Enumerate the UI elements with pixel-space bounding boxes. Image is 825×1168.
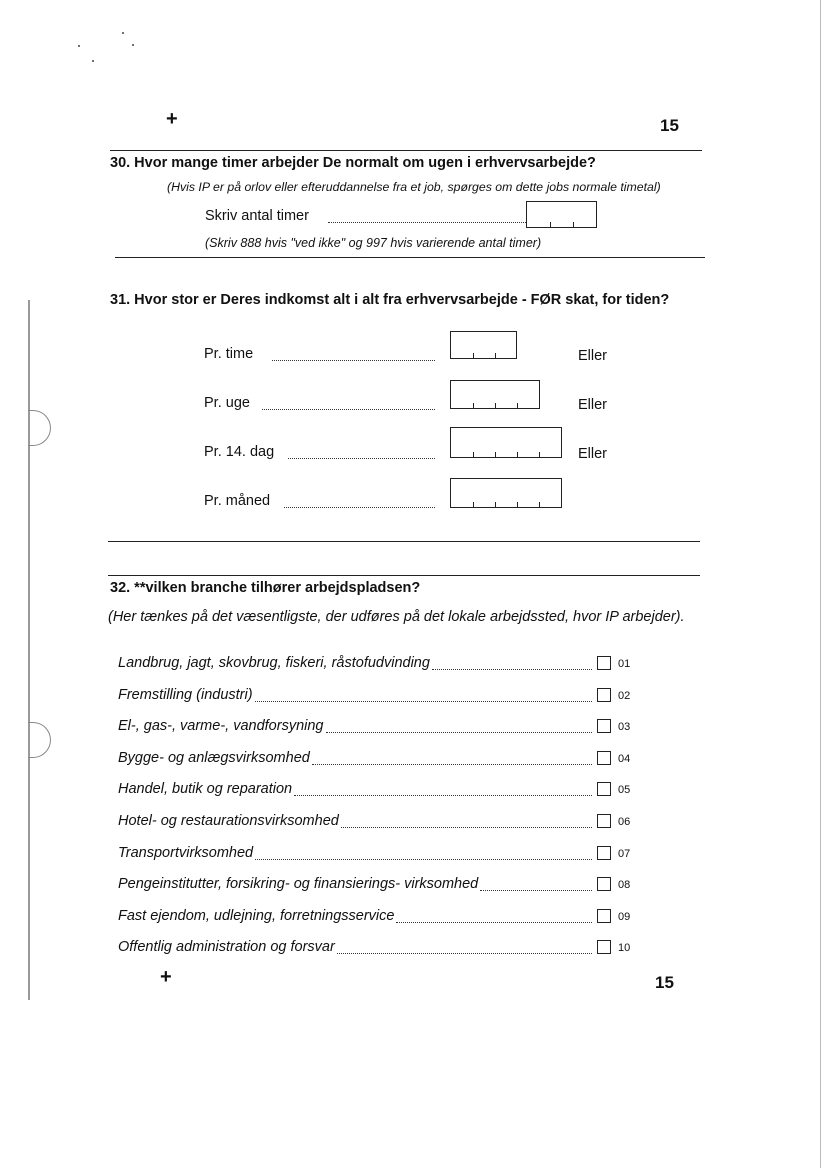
industry-option-label: Hotel- og restaurationsvirksomhed [118,813,339,829]
industry-option-checkbox[interactable] [597,909,611,923]
leader-dots [326,732,592,733]
industry-option-checkbox[interactable] [597,782,611,796]
speck [122,32,124,34]
punch-hole-2 [28,722,51,758]
industry-option-code: 09 [618,911,631,923]
q30-title: 30. Hvor mange timer arbejder De normalt om ugen i erhvervsarbejde? [110,155,596,171]
income-row-label: Pr. måned [204,493,271,509]
industry-option-code: 10 [618,942,631,954]
q30-note: (Skriv 888 hvis "ved ikke" og 997 hvis varierende antal timer) [205,236,542,250]
industry-option-label: Landbrug, jagt, skovbrug, fiskeri, råstofudvinding [118,655,430,671]
punch-hole-1 [28,410,51,446]
speck [132,44,134,46]
leader-dots [284,507,435,508]
industry-option-label: Fremstilling (industri) [118,687,253,703]
leader-dots [255,701,592,702]
income-row-label: Pr. 14. dag [204,444,275,460]
industry-option-checkbox[interactable] [597,751,611,765]
income-hour-input[interactable] [450,331,517,359]
divider [108,575,700,576]
industry-option-code: 02 [618,690,631,702]
leader-dots [294,795,592,796]
industry-option-checkbox[interactable] [597,719,611,733]
income-14day-input[interactable] [450,427,562,458]
header-page-number: 15 [660,116,679,135]
industry-option-label: Transportvirksomhed [118,845,254,861]
industry-option-label: Handel, butik og reparation [118,781,293,797]
industry-option-code: 05 [618,784,631,796]
q31-title: 31. Hvor stor er Deres indkomst alt i alt fra erhvervsarbejde - FØR skat, for tiden? [110,292,670,308]
leader-dots [341,827,592,828]
leader-dots [288,458,435,459]
industry-option-checkbox[interactable] [597,688,611,702]
industry-option-label: Fast ejendom, udlejning, forretningsservice [118,908,395,924]
header-plus-mark: + [166,108,178,130]
industry-option-code: 03 [618,721,631,733]
industry-option-checkbox[interactable] [597,656,611,670]
speck [78,45,80,47]
speck [92,60,94,62]
income-week-input[interactable] [450,380,540,409]
industry-option-label: Offentlig administration og forsvar [118,939,335,955]
page-edge-line [820,0,821,1168]
margin-line [28,300,30,1000]
income-row-label: Pr. time [204,346,254,362]
industry-option-label: El-, gas-, varme-, vandforsyning [118,718,324,734]
leader-dots [312,764,592,765]
divider [108,541,700,542]
divider [110,150,702,151]
hours-input[interactable] [526,201,597,228]
industry-option-code: 06 [618,816,631,828]
footer-plus-mark: + [160,966,172,988]
industry-option-code: 01 [618,658,631,670]
industry-option-checkbox[interactable] [597,877,611,891]
divider [115,257,705,258]
q32-title: 32. **vilken branche tilhører arbejdspladsen? [110,580,421,596]
industry-option-checkbox[interactable] [597,940,611,954]
q32-instruction: (Her tænkes på det væsentligste, der udføres på det lokale arbejdssted, hvor IP arbejder). [108,609,685,625]
income-row-label: Pr. uge [204,395,250,411]
leader-dots [396,922,592,923]
leader-dots [262,409,435,410]
leader-dots [432,669,592,670]
industry-option-checkbox[interactable] [597,846,611,860]
leader-dots [480,890,592,891]
leader-dots [272,360,435,361]
income-month-input[interactable] [450,478,562,508]
leader-dots [328,222,526,223]
income-row-suffix: Eller [578,348,608,364]
industry-option-code: 07 [618,848,631,860]
industry-option-code: 08 [618,879,631,891]
leader-dots [337,953,592,954]
q30-instruction: (Hvis IP er på orlov eller efteruddannelse fra et job, spørges om dette jobs normale timetal) [167,180,661,194]
industry-option-checkbox[interactable] [597,814,611,828]
income-row-suffix: Eller [578,397,608,413]
income-row-suffix: Eller [578,446,608,462]
industry-option-code: 04 [618,753,631,765]
footer-page-number: 15 [655,973,674,992]
industry-option-label: Bygge- og anlægsvirksomhed [118,750,310,766]
industry-option-label: Pengeinstitutter, forsikring- og finansierings- virksomhed [118,876,479,892]
leader-dots [255,859,592,860]
q30-field-label: Skriv antal timer [205,208,309,224]
